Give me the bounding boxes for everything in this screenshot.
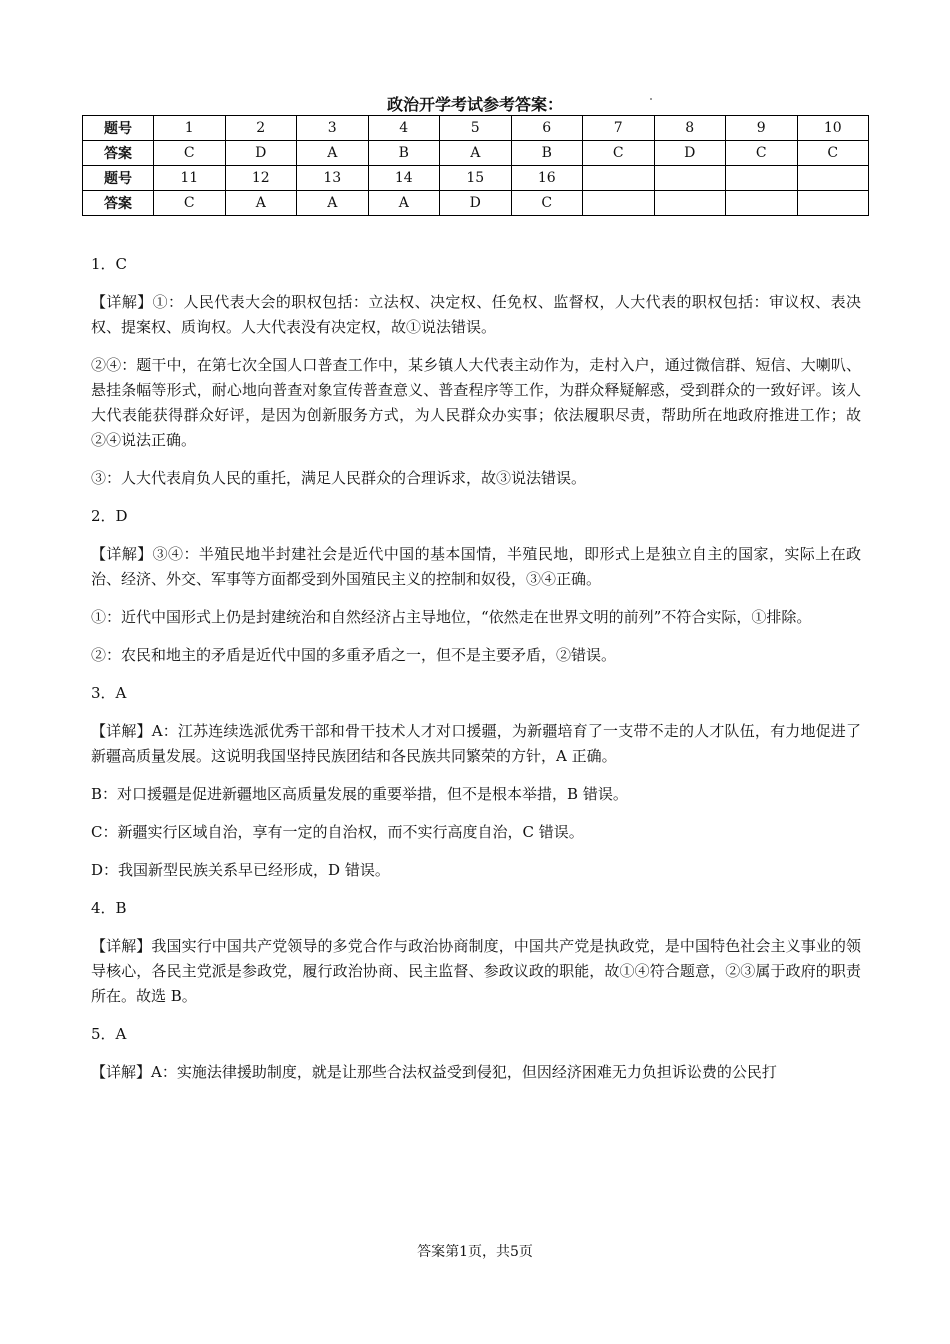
explanation-paragraph: 【详解】③④：半殖民地半封建社会是近代中国的基本国情，半殖民地，即形式上是独立自主的国家，实际上在政治、经济、外交、军事等方面都受到外国殖民主义的控制和奴役，③④正确。 bbox=[91, 545, 861, 588]
table-cell bbox=[654, 166, 726, 191]
table-cell: D bbox=[440, 191, 512, 216]
question-number: 4．B bbox=[91, 899, 127, 917]
explanation-paragraph: 【详解】A：江苏连续选派优秀干部和骨干技术人才对口援疆，为新疆培育了一支带不走的人才队伍，有力地促进了新疆高质量发展。这说明我国坚持民族团结和各民族共同繁荣的方针，A 正确。 bbox=[91, 722, 861, 765]
table-cell: 16 bbox=[511, 166, 583, 191]
table-cell: 9 bbox=[726, 116, 798, 141]
explanation-paragraph: 【详解】我国实行中国共产党领导的多党合作与政治协商制度，中国共产党是执政党，是中国特色社会主义事业的领导核心，各民主党派是参政党，履行政治协商、民主监督、参政议政的职能，故①④符合题意，②③属于政府的职责所在。故选 B。 bbox=[91, 937, 861, 1005]
row-header: 题号 bbox=[83, 116, 154, 141]
table-cell: 13 bbox=[297, 166, 369, 191]
table-cell: C bbox=[511, 191, 583, 216]
explanation-paragraph: 【详解】A：实施法律援助制度，就是让那些合法权益受到侵犯，但因经济困难无力负担诉讼费的公民打 bbox=[91, 1063, 777, 1081]
table-cell: D bbox=[225, 141, 297, 166]
table-cell: A bbox=[368, 191, 440, 216]
table-cell bbox=[726, 191, 798, 216]
table-cell: 3 bbox=[297, 116, 369, 141]
table-cell: 15 bbox=[440, 166, 512, 191]
question-number: 5．A bbox=[91, 1025, 127, 1043]
table-cell: A bbox=[297, 141, 369, 166]
table-cell: A bbox=[297, 191, 369, 216]
table-cell bbox=[583, 166, 655, 191]
table-cell bbox=[654, 191, 726, 216]
table-cell: 5 bbox=[440, 116, 512, 141]
table-row bbox=[83, 116, 869, 141]
table-cell: 14 bbox=[368, 166, 440, 191]
question-number: 2．D bbox=[91, 507, 128, 525]
table-cell: 7 bbox=[583, 116, 655, 141]
explanation-paragraph: ③：人大代表肩负人民的重托，满足人民群众的合理诉求，故③说法错误。 bbox=[91, 469, 587, 487]
question-number: 1．C bbox=[91, 255, 128, 273]
table-cell: 10 bbox=[797, 116, 869, 141]
explanation-paragraph: ②④：题干中，在第七次全国人口普查工作中，某乡镇人大代表主动作为，走村入户，通过微信群、短信、大喇叭、悬挂条幅等形式，耐心地向普查对象宣传普查意义、普查程序等工作，为群众释疑解惑，受到群众的一致好评。该人大代表能获得群众好评，是因为创新服务方式，为人民群众办实事；依法履职尽责，帮助所在地政府推进工作；故②④说法正确。 bbox=[91, 356, 861, 449]
table-row bbox=[83, 166, 869, 191]
table-cell: 11 bbox=[154, 166, 226, 191]
table-cell: C bbox=[797, 141, 869, 166]
table-cell: B bbox=[368, 141, 440, 166]
table-cell: D bbox=[654, 141, 726, 166]
table-cell: 1 bbox=[154, 116, 226, 141]
table-cell: C bbox=[583, 141, 655, 166]
question-number: 3．A bbox=[91, 684, 127, 702]
table-cell: C bbox=[726, 141, 798, 166]
row-header: 题号 bbox=[83, 166, 154, 191]
table-cell: 2 bbox=[225, 116, 297, 141]
table-cell bbox=[583, 191, 655, 216]
answer-explanations bbox=[91, 252, 861, 1098]
table-cell: B bbox=[511, 141, 583, 166]
table-cell: 8 bbox=[654, 116, 726, 141]
explanation-paragraph: 【详解】①：人民代表大会的职权包括：立法权、决定权、任免权、监督权，人大代表的职权包括：审议权、表决权、提案权、质询权。人大代表没有决定权，故①说法错误。 bbox=[91, 293, 861, 336]
table-cell bbox=[797, 191, 869, 216]
explanation-paragraph: ①：近代中国形式上仍是封建统治和自然经济占主导地位，“依然走在世界文明的前列”不符合实际，①排除。 bbox=[91, 608, 812, 626]
row-header: 答案 bbox=[83, 191, 154, 216]
table-cell: C bbox=[154, 191, 226, 216]
table-cell bbox=[797, 166, 869, 191]
page-title: 政治开学考试参考答案： bbox=[386, 95, 563, 114]
page-footer: 答案第1页，共5页 bbox=[417, 1244, 533, 1260]
table-cell: A bbox=[440, 141, 512, 166]
table-row bbox=[83, 191, 869, 216]
table-cell: C bbox=[154, 141, 226, 166]
explanation-paragraph: D：我国新型民族关系早已经形成，D 错误。 bbox=[91, 861, 390, 879]
table-cell bbox=[726, 166, 798, 191]
table-cell: 12 bbox=[225, 166, 297, 191]
explanation-paragraph: C：新疆实行区域自治，享有一定的自治权，而不实行高度自治，C 错误。 bbox=[91, 823, 584, 841]
table-cell: A bbox=[225, 191, 297, 216]
table-cell: 6 bbox=[511, 116, 583, 141]
answer-table bbox=[82, 115, 869, 216]
table-row bbox=[83, 141, 869, 166]
explanation-paragraph: ②：农民和地主的矛盾是近代中国的多重矛盾之一，但不是主要矛盾，②错误。 bbox=[91, 646, 617, 664]
row-header: 答案 bbox=[83, 141, 154, 166]
explanation-paragraph: B：对口援疆是促进新疆地区高质量发展的重要举措，但不是根本举措，B 错误。 bbox=[91, 785, 628, 803]
table-cell: 4 bbox=[368, 116, 440, 141]
